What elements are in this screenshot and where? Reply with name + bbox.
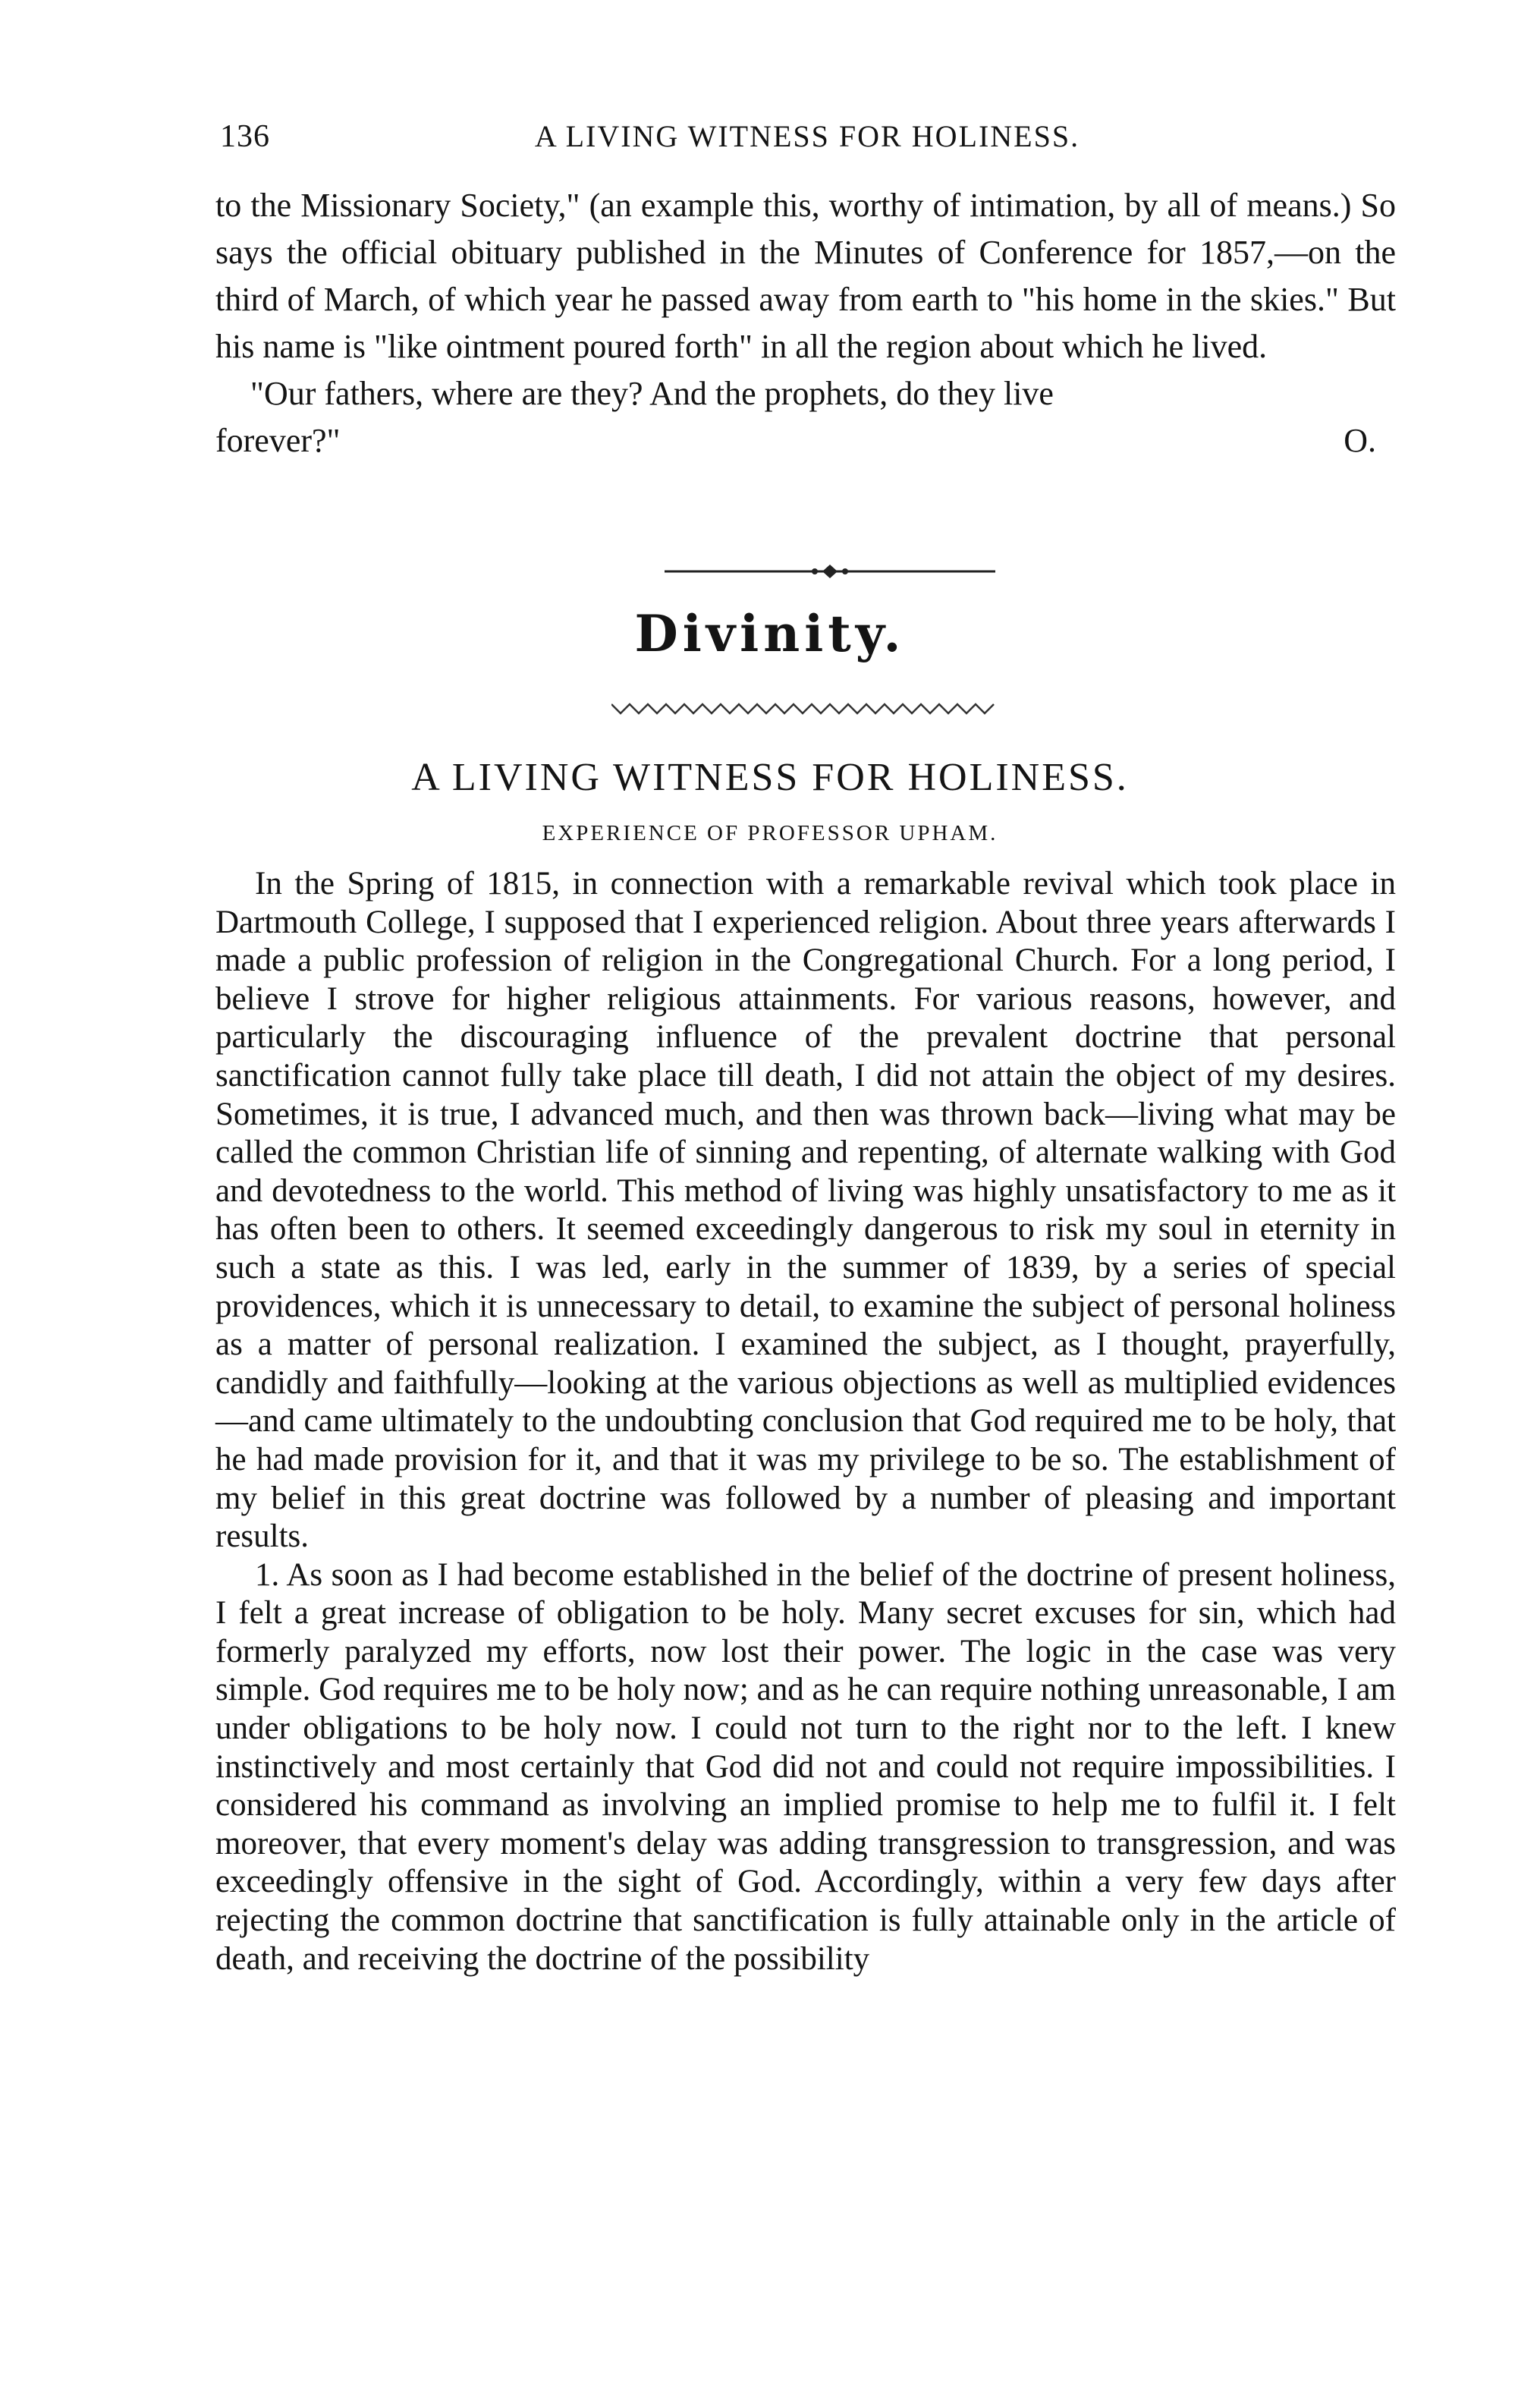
obituary-section — [215, 182, 1396, 464]
article-body — [215, 865, 1396, 1978]
ornament-rule — [665, 560, 995, 583]
page-number: 136 — [220, 119, 270, 154]
closing-quote-end: forever?" — [215, 422, 341, 459]
running-title: A LIVING WITNESS FOR HOLINESS. — [534, 119, 1080, 153]
article-title: A LIVING WITNESS FOR HOLINESS. — [411, 756, 1129, 799]
section-heading: Divinity. — [634, 604, 906, 663]
article-subtitle: EXPERIENCE OF PROFESSOR UPHAM. — [542, 821, 998, 845]
body-paragraph: 1. As soon as I had become established in the belief of the doctrine of present holiness, I felt a great increase of obligation to be holy. Many secret excuses for sin, which had formerly paralyzed my efforts, now lost their power. The logic in the case was very simple. God requires me to be holy now; and as he can require nothing unreasonable, I am under obligations to be holy now. I could not turn to the right nor to the left. I knew instinctively and most certainly that God did not and could not require impossibilities. I considered his command as involving an implied promise to help me to fulfil it. I felt moreover, that every moment's delay was adding transgression to transgression, and was exceedingly offensive in the sight of God. Accordingly, within a very few days after rejecting the common doctrine that sanctification is fully attainable only in the article of death, and receiving the doctrine of the possibility — [215, 1556, 1396, 1977]
signature-line — [215, 417, 1396, 464]
body-paragraph: In the Spring of 1815, in connection with a remarkable revival which took place in Dartmouth College, I supposed that I experienced religion. About three years afterwards I made a public profession of religion in the Congregational Church. For a long period, I believe I strove for higher religious attainments. For various reasons, however, and particularly the discouraging influence of the prevalent doctrine that personal sanctification cannot fully take place till death, I did not attain the object of my desires. Sometimes, it is true, I advanced much, and then was thrown back—living what may be called the common Christian life of sinning and repenting, of alternate walking with God and devotedness to the world. This method of living was highly unsatisfactory to me as it has often been to others. It seemed exceedingly dangerous to risk my soul in eternity in such a state as this. I was led, early in the summer of 1839, by a series of special providences, which it is unnecessary to detail, to examine the subject of personal holiness as a matter of personal realization. I examined the subject, as I thought, prayerfully, candidly and faithfully—looking at the various objections as well as multiplied evidences—and came ultimately to the undoubting conclusion that God required me to be holy, that he had made provision for it, and that it was my privilege to be so. The establishment of my belief in this great doctrine was followed by a number of pleasing and important results. — [215, 866, 1396, 1555]
wavy-rule — [611, 700, 995, 718]
author-signature: O. — [1344, 422, 1376, 459]
closing-quote: "Our fathers, where are they? And the prophets, do they live — [250, 375, 1054, 412]
running-head — [215, 114, 1399, 159]
obituary-paragraph: to the Missionary Society," (an example this, worthy of intimation, by all of means.) So says the official obituary published in the Minutes of Conference for 1857,—on the third of March, of which year he passed away from earth to "his home in the skies." But his name is "like ointment poured forth" in all the region about which he lived. — [215, 187, 1396, 365]
